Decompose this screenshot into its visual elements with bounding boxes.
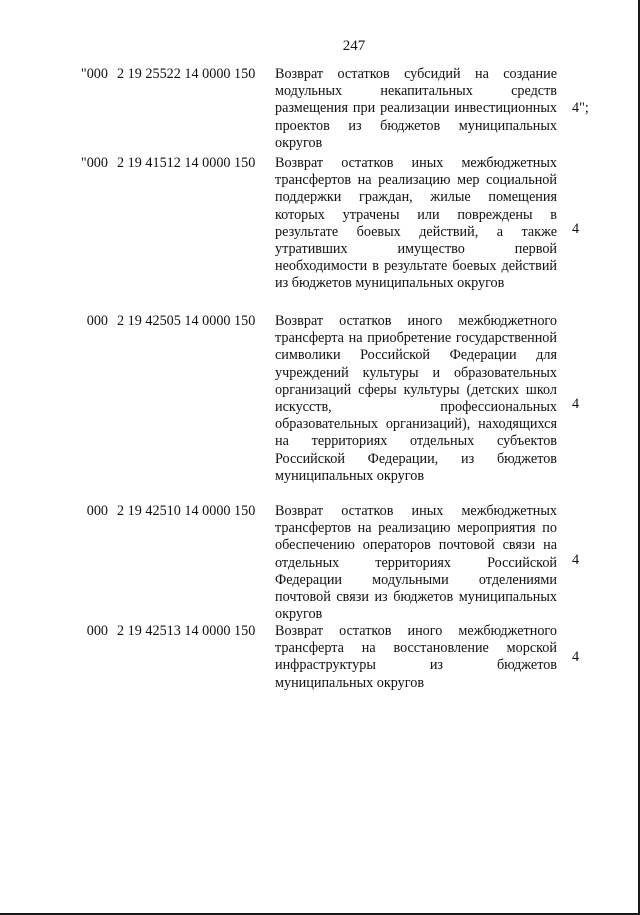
row-amount: 4"; [572, 100, 589, 116]
table-row [0, 503, 640, 623]
table-row [0, 623, 640, 693]
budget-classification-code: 2 19 41512 14 0000 150 [117, 155, 256, 171]
budget-classification-code: 2 19 25522 14 0000 150 [117, 66, 256, 82]
code-prefix: 000 [86, 313, 108, 329]
budget-classification-code: 2 19 42505 14 0000 150 [117, 313, 256, 329]
row-amount: 4 [572, 552, 580, 568]
budget-classification-code: 2 19 42513 14 0000 150 [117, 623, 256, 639]
row-description: Возврат остатков иных межбюджетных трансфертов на реализацию мероприятия по обеспечению операторов почтовой связи на отдельных территориях Российской Федерации модульными отделениями почтовой связи из бюджетов муниципальных округов [275, 503, 557, 623]
row-amount: 4 [572, 649, 580, 665]
code-prefix: 000 [86, 503, 108, 519]
row-description: Возврат остатков иных межбюджетных трансфертов на реализацию мер социальной поддержки граждан, жилые помещения которых утрачены или повреждены в результате боевых действий, а также утративших имущество первой необходимости в результате боевых действий из бюджетов муниципальных округов [275, 155, 557, 292]
table-row [0, 155, 640, 310]
budget-classification-code: 2 19 42510 14 0000 150 [117, 503, 256, 519]
row-description: Возврат остатков иного межбюджетного трансферта на восстановление морской инфраструктуры из бюджетов муниципальных округов [275, 623, 557, 691]
row-amount: 4 [572, 221, 580, 237]
code-prefix: "000 [80, 155, 108, 171]
row-description: Возврат остатков субсидий на создание модульных некапитальных средств размещения при реализации инвестиционных проектов из бюджетов муниципальных округов [275, 66, 557, 151]
row-description: Возврат остатков иного межбюджетного трансферта на приобретение государственной символики Российской Федерации для учреждений культуры и образовательных организаций сферы культуры (детских школ искусств, профессиональных образовательных организаций), находящихся на территориях отдельных субъектов Российской Федерации, из бюджетов муниципальных округов [275, 313, 557, 484]
table-row [0, 66, 640, 152]
code-prefix: "000 [80, 66, 108, 82]
code-prefix: 000 [86, 623, 108, 639]
row-amount: 4 [572, 396, 580, 412]
table-row [0, 313, 640, 503]
page-number: 247 [342, 38, 366, 54]
